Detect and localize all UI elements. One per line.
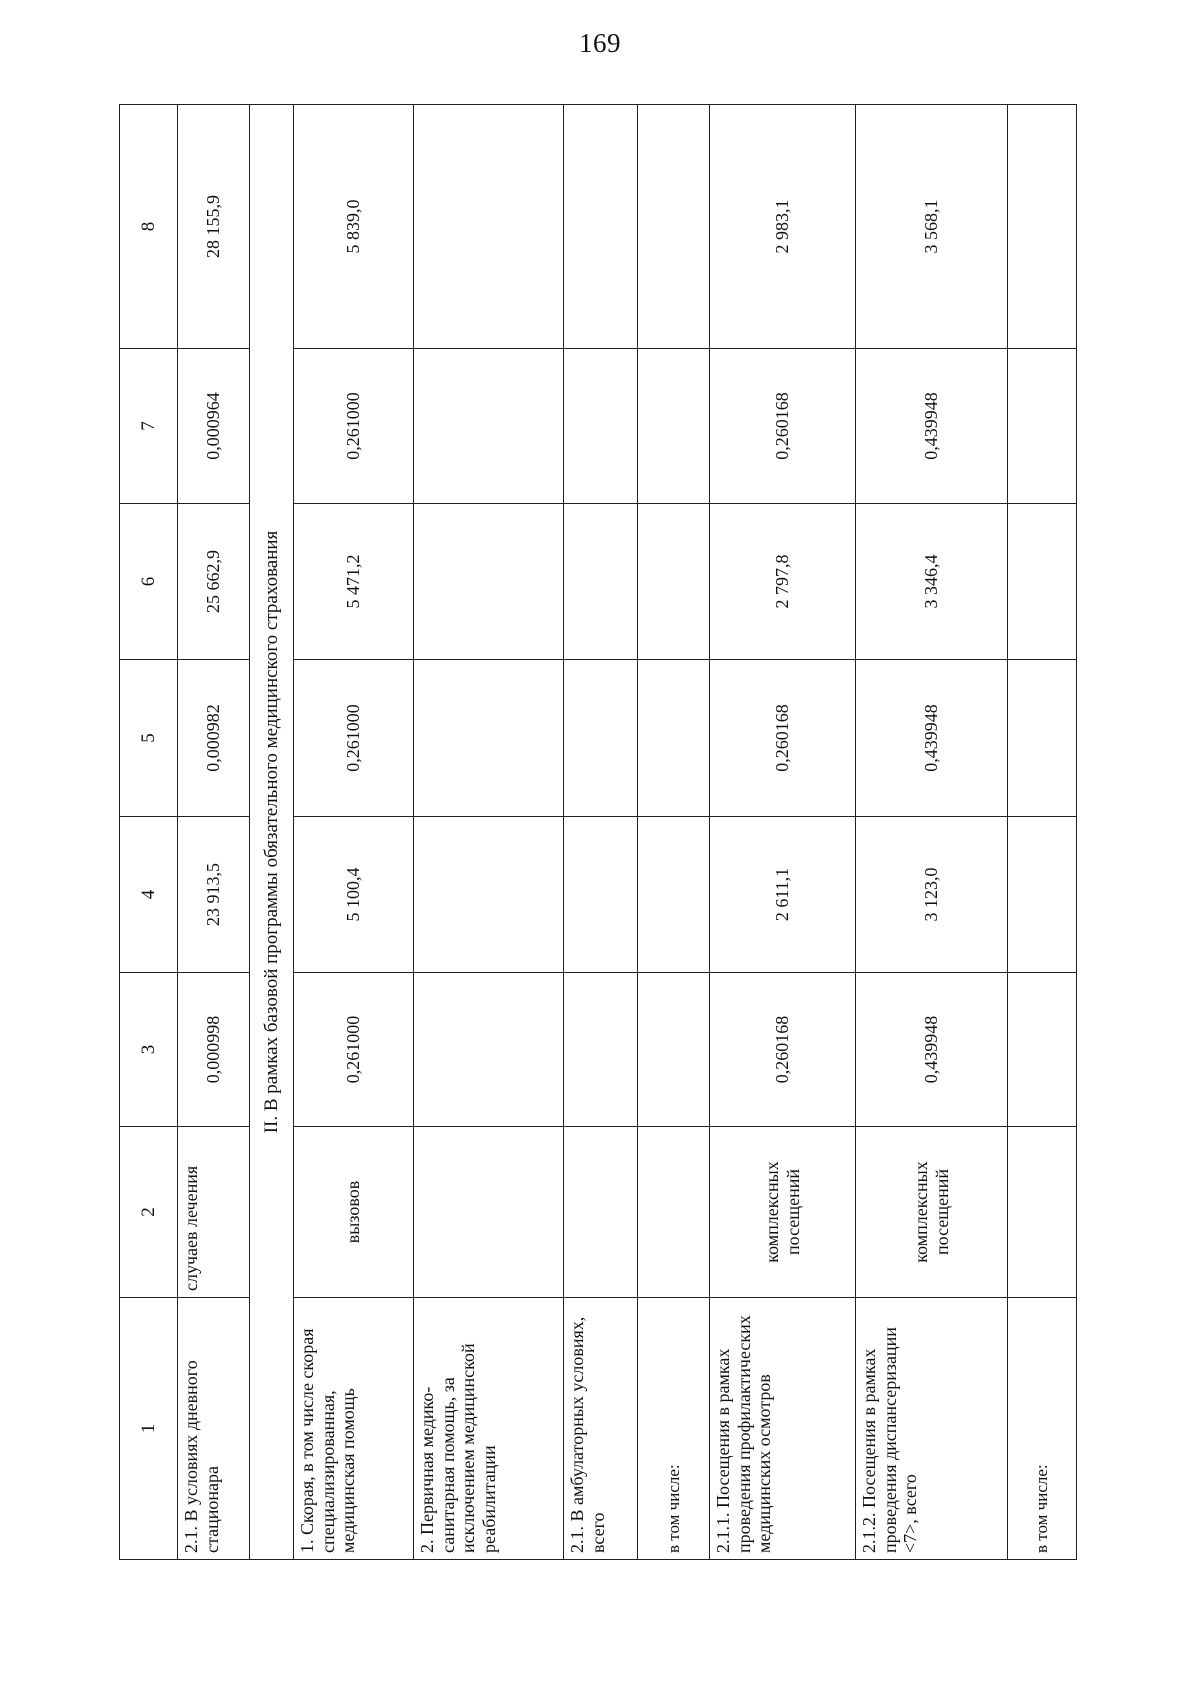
value-cell <box>1008 660 1077 817</box>
value-cell: 0,000964 <box>178 349 250 504</box>
page-number: 169 <box>579 28 621 58</box>
value-cell <box>564 973 638 1127</box>
value-cell <box>1008 973 1077 1127</box>
value-cell: 0,261000 <box>294 660 414 817</box>
value-cell <box>564 660 638 817</box>
header-cell: 1 <box>120 1298 178 1560</box>
value-cell <box>1008 349 1077 504</box>
value-cell <box>564 817 638 973</box>
rotated-table-frame <box>119 105 1076 1560</box>
table-row <box>414 105 564 1560</box>
header-cell: 4 <box>120 817 178 973</box>
value-cell: 25 662,9 <box>178 504 250 660</box>
row-label: 1. Скорая, в том числе скорая специализированная, медицинская помощь <box>294 1298 414 1560</box>
value-cell <box>414 349 564 504</box>
value-cell: 3 123,0 <box>856 817 1008 973</box>
value-cell <box>414 973 564 1127</box>
value-cell: 3 568,1 <box>856 105 1008 349</box>
unit-cell: случаев лечения <box>178 1127 250 1298</box>
section-title: II. В рамках базовой программы обязательного медицинского страхования <box>250 105 294 1560</box>
value-cell <box>1008 817 1077 973</box>
table-row <box>856 105 1008 1560</box>
value-cell: 0,439948 <box>856 349 1008 504</box>
value-cell <box>1008 105 1077 349</box>
value-cell: 5 100,4 <box>294 817 414 973</box>
header-cell: 8 <box>120 105 178 349</box>
table-row <box>638 105 710 1560</box>
rotated-table-wrapper <box>119 105 1076 1560</box>
unit-cell <box>1008 1127 1077 1298</box>
unit-cell: комплексных посещений <box>710 1127 856 1298</box>
row-label: 2.1.2. Посещения в рамках проведения диспансеризации <7>, всего <box>856 1298 1008 1560</box>
value-cell <box>638 817 710 973</box>
value-cell: 0,439948 <box>856 660 1008 817</box>
value-cell: 3 346,4 <box>856 504 1008 660</box>
header-cell: 5 <box>120 660 178 817</box>
value-cell <box>1008 504 1077 660</box>
value-cell <box>564 105 638 349</box>
value-cell: 0,260168 <box>710 973 856 1127</box>
unit-cell <box>638 1127 710 1298</box>
value-cell <box>638 504 710 660</box>
header-cell: 6 <box>120 504 178 660</box>
value-cell: 5 471,2 <box>294 504 414 660</box>
row-label: 2. Первичная медико-санитарная помощь, за исключением медицинской реабилитации <box>414 1298 564 1560</box>
table-row <box>710 105 856 1560</box>
value-cell <box>414 504 564 660</box>
value-cell: 2 983,1 <box>710 105 856 349</box>
value-cell: 0,260168 <box>710 349 856 504</box>
value-cell: 5 839,0 <box>294 105 414 349</box>
row-label: 2.1. В амбулаторных условиях, всего <box>564 1298 638 1560</box>
table-row <box>1008 105 1077 1560</box>
value-cell: 0,261000 <box>294 973 414 1127</box>
value-cell <box>564 349 638 504</box>
unit-cell <box>414 1127 564 1298</box>
row-label: 2.1.1. Посещения в рамках проведения профилактических медицинских осмотров <box>710 1298 856 1560</box>
value-cell <box>414 105 564 349</box>
value-cell <box>638 660 710 817</box>
unit-cell <box>564 1127 638 1298</box>
value-cell <box>414 817 564 973</box>
value-cell <box>638 973 710 1127</box>
value-cell: 0,260168 <box>710 660 856 817</box>
value-cell: 0,261000 <box>294 349 414 504</box>
unit-cell: вызовов <box>294 1127 414 1298</box>
value-cell: 2 797,8 <box>710 504 856 660</box>
header-cell: 7 <box>120 349 178 504</box>
table-row <box>294 105 414 1560</box>
header-cell: 3 <box>120 973 178 1127</box>
row-label: в том числе: <box>638 1298 710 1560</box>
data-table <box>119 104 1077 1560</box>
value-cell: 23 913,5 <box>178 817 250 973</box>
row-label: 2.1. В условиях дневного стационара <box>178 1298 250 1560</box>
value-cell: 0,000998 <box>178 973 250 1127</box>
value-cell: 0,000982 <box>178 660 250 817</box>
value-cell: 28 155,9 <box>178 105 250 349</box>
value-cell <box>414 660 564 817</box>
value-cell: 2 611,1 <box>710 817 856 973</box>
value-cell <box>564 504 638 660</box>
value-cell: 0,439948 <box>856 973 1008 1127</box>
unit-cell: комплексных посещений <box>856 1127 1008 1298</box>
value-cell <box>638 105 710 349</box>
value-cell <box>638 349 710 504</box>
section-row <box>250 105 294 1560</box>
table-row <box>564 105 638 1560</box>
table-row <box>178 105 250 1560</box>
header-row <box>120 105 178 1560</box>
row-label: в том числе: <box>1008 1298 1077 1560</box>
header-cell: 2 <box>120 1127 178 1298</box>
